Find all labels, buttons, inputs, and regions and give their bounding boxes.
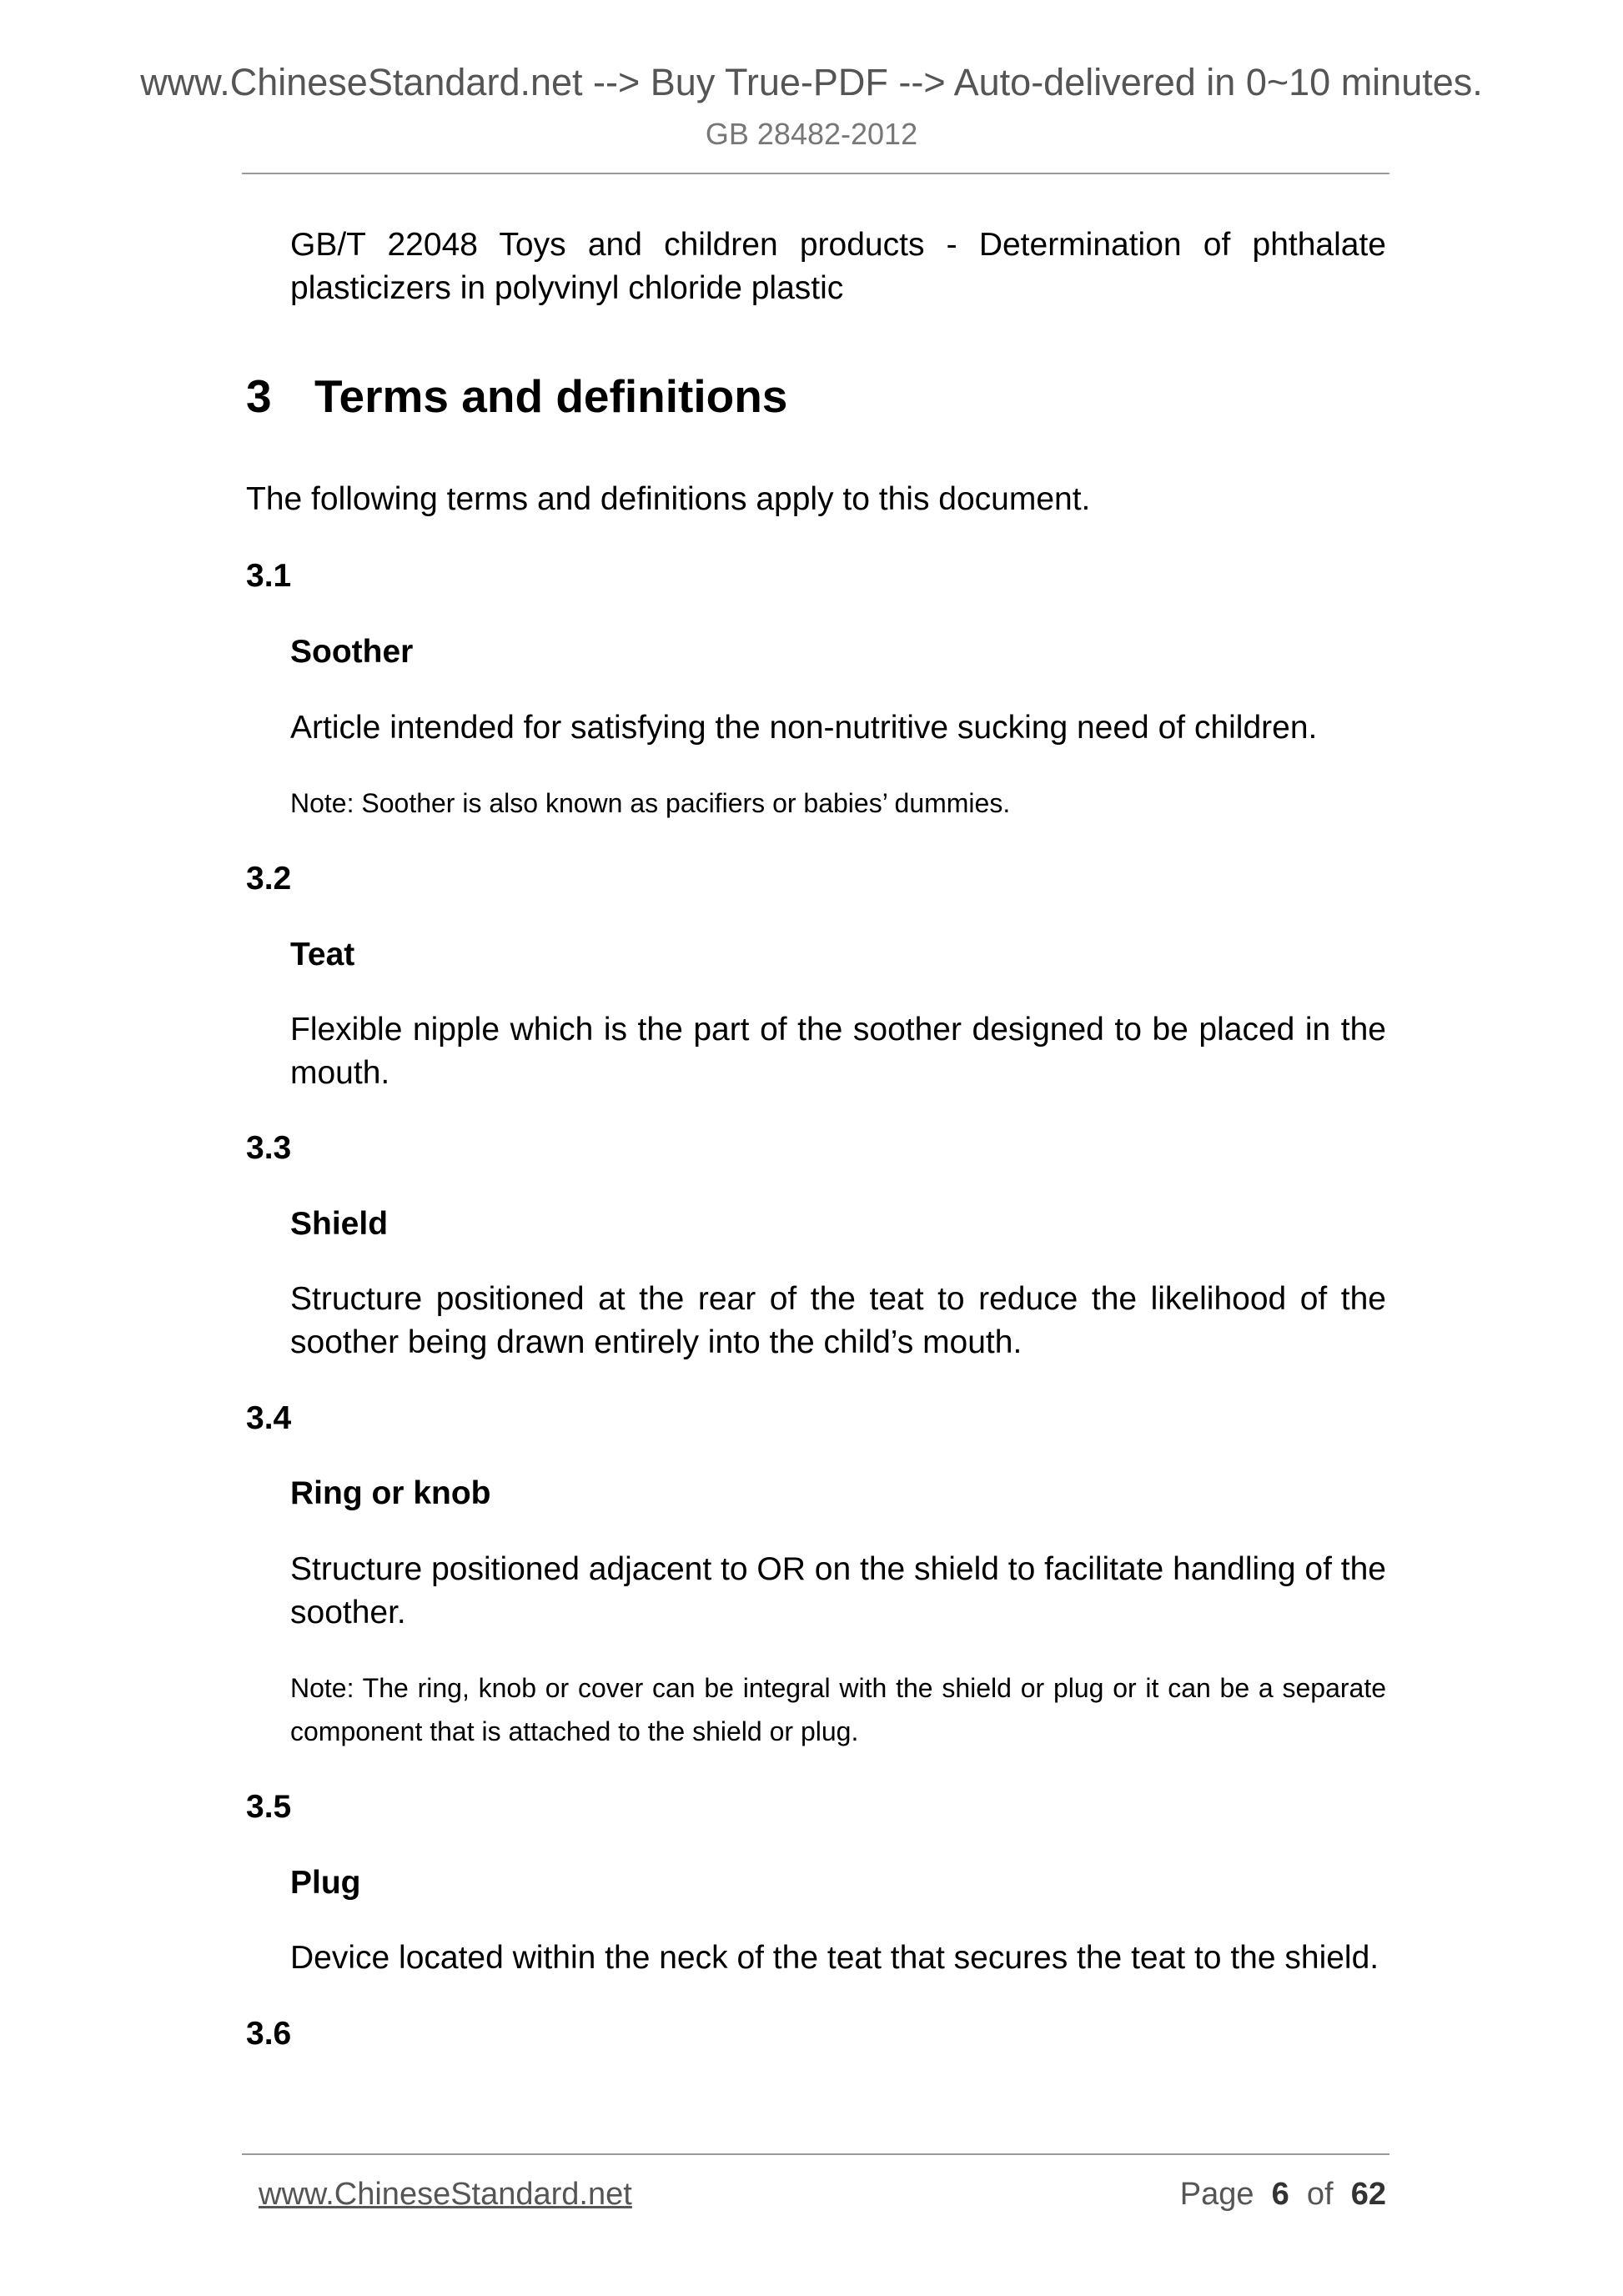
term-definition: Flexible nipple which is the part of the soother designed to be placed in the mouth. (290, 1012, 1386, 1091)
term-number: 3.2 (246, 861, 292, 897)
term-number: 3.3 (246, 1130, 292, 1166)
term-name: Plug (290, 1865, 361, 1901)
term-name: Teat (290, 937, 355, 972)
page-word: Page (1179, 2177, 1254, 2212)
current-page-number: 6 (1271, 2177, 1289, 2212)
term-note: Note: Soother is also known as pacifiers or babies’ dummies. (290, 788, 1011, 818)
term-number: 3.6 (246, 2016, 292, 2052)
section-title: Terms and definitions (314, 370, 788, 422)
term-definition: Structure positioned at the rear of the teat to reduce the likelihood of the soother being drawn entirely into the child’s mouth. (290, 1281, 1386, 1360)
section-number: 3 (246, 370, 272, 422)
section-intro: The following terms and definitions apply to this document. (246, 481, 1091, 517)
header-divider (242, 173, 1389, 174)
term-number: 3.1 (246, 558, 292, 594)
header-banner: www.ChineseStandard.net --> Buy True-PDF --> Auto-delivered in 0~10 minutes. (140, 61, 1483, 103)
footer-divider (242, 2153, 1389, 2155)
term-name: Shield (290, 1206, 389, 1242)
page-indicator (1180, 2177, 1386, 2213)
of-word: of (1306, 2177, 1334, 2212)
term-definition: Article intended for satisfying the non-nutritive sucking need of children. (290, 710, 1318, 746)
term-note: Note: The ring, knob or cover can be integral with the shield or plug or it can be a separate component that is attached to the shield or plug. (290, 1673, 1386, 1746)
normative-reference: GB/T 22048 Toys and children products - Determination of phthalate plasticizers in polyvinyl chloride plastic (290, 227, 1386, 306)
section-heading (246, 370, 788, 422)
term-definition: Device located within the neck of the teat that secures the teat to the shield. (290, 1940, 1379, 1976)
term-number: 3.4 (246, 1400, 292, 1436)
term-name: Soother (290, 634, 414, 670)
standard-code: GB 28482-2012 (705, 117, 918, 151)
total-pages: 62 (1350, 2177, 1386, 2212)
term-definition: Structure positioned adjacent to OR on the shield to facilitate handling of the soother. (290, 1551, 1386, 1630)
footer-website-link[interactable]: www.ChineseStandard.net (259, 2177, 632, 2212)
term-name: Ring or knob (290, 1475, 491, 1511)
term-number: 3.5 (246, 1789, 292, 1825)
